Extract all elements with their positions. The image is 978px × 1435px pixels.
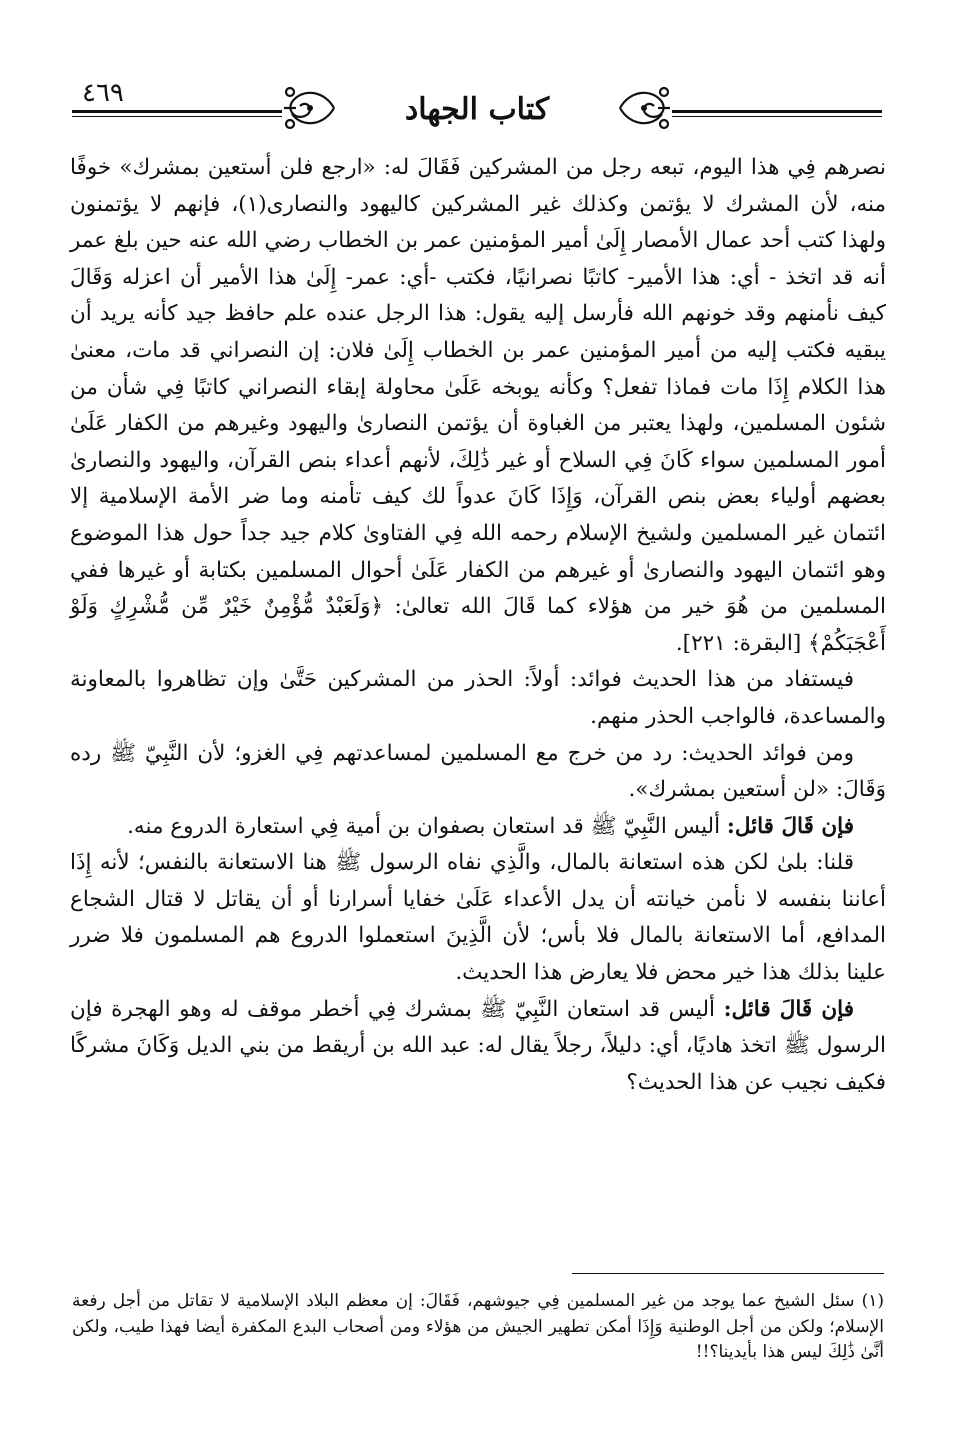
page-number: ٤٦٩: [82, 78, 124, 108]
question-label: فإن قَالَ قائل:: [726, 813, 854, 839]
header-rule-right: [672, 110, 882, 113]
question-label: فإن قَالَ قائل:: [723, 996, 854, 1022]
header-rule-right-thin: [672, 116, 882, 117]
question-text: أليس النَّبِيّ ﷺ قد استعان بصفوان بن أمية فِي استعارة الدروع منه.: [127, 813, 721, 839]
page-body: [70, 150, 886, 1101]
footnote-text: (١) سئل الشيخ عما يوجد من غير المسلمين فِي جيوشهم، فَقَالَ: إن معظم البلاد الإسلامية لا تقاتل من أجل رفعة الإسلام؛ ولكن من أجل الوطنية وَإِذَا أمكن تطهير الجيش من هؤلاء ومن أصحاب البدع المكفرة أيضا فهذا طيب، ولكن أنَّىٰ ذَٰلِكَ ليس هذا بأيدينا؟!!: [72, 1291, 884, 1362]
answer-paragraph: قلنا: بلىٰ لكن هذه استعانة بالمال، والَّذِي نفاه الرسول ﷺ هنا الاستعانة بالنفس؛ لأنه إِذَا أعاننا بنفسه لا نأمن خيانته أن يدل الأعداء عَلَىٰ خفايا أسرارنا أو أن يقاتل لا قتال الشجاع المدافع، أما الاستعانة بالمال فلا بأس؛ لأن الَّذِينَ استعملوا الدروع هم المسلمون فلا ضرر علينا بذلك هذا خير محض فلا يعارض هذا الحديث.: [70, 850, 886, 986]
question-text: أليس قد استعان النَّبِيّ ﷺ بمشرك فِي أخطر موقف له وهو الهجرة فإن الرسول ﷺ اتخذ هاديًا، أي: دليلاً، رجلاً يقال له: عبد الله بن أريقط من بني الديل وَكَانَ مشركًا فكيف نجيب عن هذا الحديث؟: [70, 996, 886, 1095]
footnote-divider: [572, 1273, 884, 1274]
body-paragraph: ومن فوائد الحديث: رد من خرج مع المسلمين لمساعدتهم فِي الغزو؛ لأن النَّبِيّ ﷺ رده وَقَالَ: «لن أستعين بمشرك».: [70, 740, 886, 803]
page-header: [72, 78, 882, 150]
chapter-title: كتاب الجهاد: [404, 92, 550, 127]
floral-ornament-icon: [614, 78, 674, 138]
question-paragraph: [70, 809, 886, 846]
question-paragraph: [70, 992, 886, 1102]
body-paragraph: فيستفاد من هذا الحديث فوائد: أولاً: الحذر من المشركين حَتَّىٰ وإن تظاهروا بالمعاونة والمساعدة، فالواجب الحذر منهم.: [70, 667, 886, 729]
header-rule-left: [72, 110, 282, 113]
footnote: [72, 1289, 884, 1366]
header-rule-left-thin: [72, 116, 282, 117]
body-paragraph: نصرهم فِي هذا اليوم، تبعه رجل من المشركين فَقَالَ له: «ارجع فلن أستعين بمشرك» خوفًا منه، لأن المشرك لا يؤتمن وكذلك غير المشركين كاليهود والنصارى(١)، فإنهم لا يؤتمنون ولهذا كتب أحد عمال الأمصار إِلَىٰ أمير المؤمنين عمر بن الخطاب رضي الله عنه حين بلغ عمر أنه قد اتخذ - أي: هذا الأمير- كاتبًا نصرانيًا، فكتب -أي: عمر- إِلَىٰ هذا الأمير أن اعزله وَقَالَ كيف نأمنهم وقد خونهم الله فأرسل إليه يقول: هذا الرجل عنده علم حافظ جيد كأنه يريد أن يبقيه فكتب إليه من أمير المؤمنين عمر بن الخطاب إِلَىٰ فلان: إن النصراني قد مات، معنىٰ هذا الكلام إِذَا مات فماذا تفعل؟ وكأنه يوبخه عَلَىٰ محاولة إبقاء النصراني كاتبًا فِي شأن من شئون المسلمين، ولهذا يعتبر من الغباوة أن يؤتمن النصارىٰ واليهود وغيرهم من الكفار عَلَىٰ أمور المسلمين سواء كَانَ فِي السلاح أو غير ذَٰلِكَ، لأنهم أعداء بنص القرآن، واليهود والنصارىٰ بعضهم أولياء بعض بنص القرآن، وَإِذَا كَانَ عدواً لك كيف تأمنه وما ضر الأمة الإسلامية إلا ائتمان غير المسلمين ولشيخ الإسلام رحمه الله فِي الفتاوىٰ كلام جيد جداً حول هذا الموضوع وهو ائتمان اليهود والنصارىٰ أو غيرهم من الكفار عَلَىٰ أحوال المسلمين بكتابة أو غيرها ففي المسلمين من هُوَ خير من هؤلاء كما قَالَ الله تعالىٰ: ﴿وَلَعَبْدٌ مُّؤْمِنٌ خَيْرٌ مِّن مُّشْرِكٍ وَلَوْ أَعْجَبَكُمْ﴾ [البقرة: ٢٢١].: [70, 155, 887, 656]
floral-ornament-icon: [280, 78, 340, 138]
